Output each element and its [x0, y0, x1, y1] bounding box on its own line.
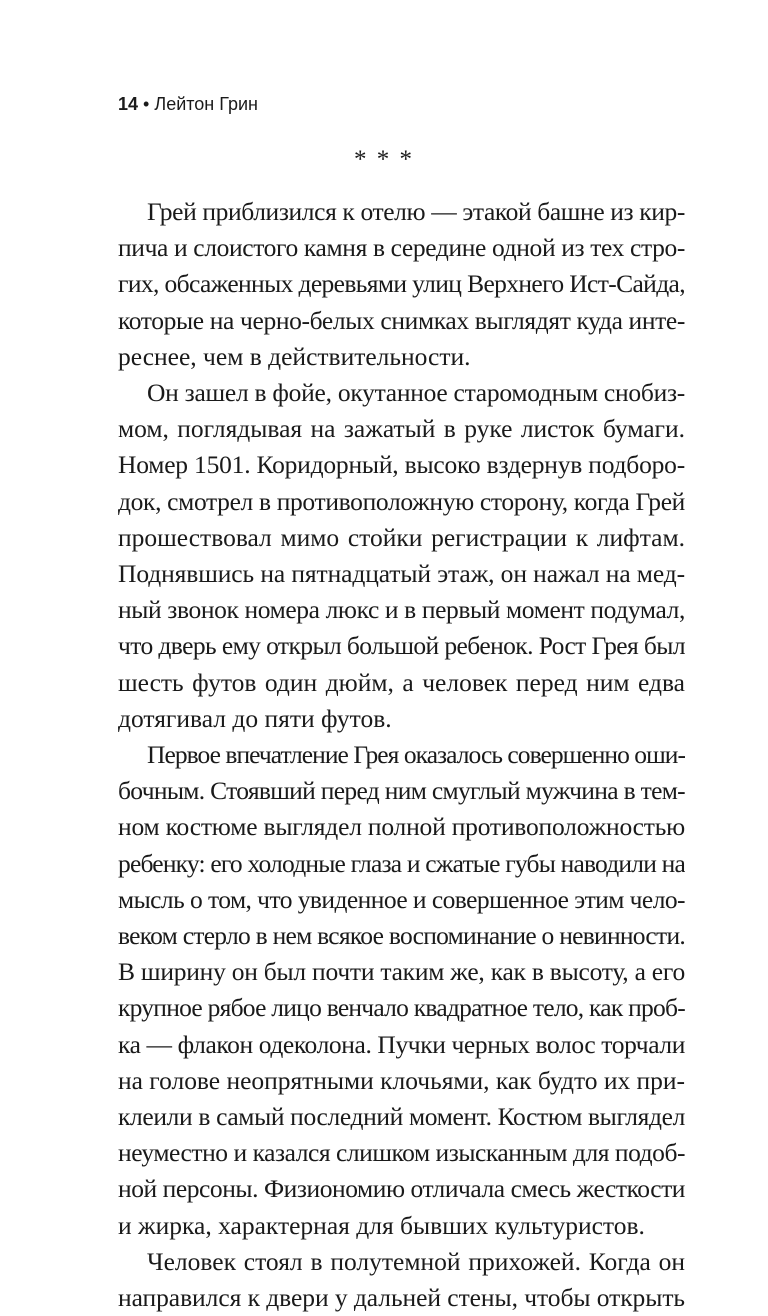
text-line: Номер 1501. Коридорный, высоко вздернув подборо- — [118, 450, 685, 480]
text-line: веком стерло в нем всякое воспоминание о невинности. — [118, 921, 685, 951]
text-line: и жирка, характерная для бывших культуристов. — [118, 1210, 645, 1240]
running-header — [118, 94, 258, 115]
text-line: крупное рябое лицо венчало квадратное тело, как проб- — [118, 993, 685, 1023]
text-line: пича и слоистого камня в середине одной из тех стро- — [118, 233, 685, 263]
text-line: что дверь ему открыл большой ребенок. Рост Грея был — [118, 631, 685, 661]
text-line: шесть футов один дюйм, а человек перед ним едва — [118, 667, 685, 697]
section-divider: * * * — [354, 146, 414, 173]
text-line: клеили в самый последний момент. Костюм выглядел — [118, 1102, 685, 1132]
text-line: направился к двери у дальней стены, чтобы открыть — [118, 1283, 685, 1313]
text-line: Он зашел в фойе, окутанное старомодным снобиз- — [147, 378, 685, 408]
text-line: Первое впечатление Грея оказалось совершенно оши- — [147, 740, 685, 770]
text-line: ный звонок номера люкс и в первый момент подумал, — [118, 595, 685, 625]
text-line: реснее, чем в действительности. — [118, 341, 471, 371]
page-number: 14 — [118, 94, 139, 114]
body-text — [118, 194, 685, 1316]
text-line: дотягивал до пяти футов. — [118, 703, 392, 733]
text-line: бочным. Стоявший перед ним смуглый мужчина в тем- — [118, 776, 685, 806]
text-line: неуместно и казался слишком изысканным для подоб- — [118, 1138, 685, 1168]
text-line: Грей приблизился к отелю — этакой башне из кир- — [147, 197, 685, 226]
text-line: мысль о том, что увиденное и совершенное этим чело- — [118, 884, 685, 914]
header-separator: • — [143, 94, 150, 114]
text-line: Поднявшись на пятнадцатый этаж, он нажал на мед- — [118, 559, 685, 589]
text-line: ном костюме выглядел полной противоположностью — [118, 812, 685, 842]
text-line: ной персоны. Физиономию отличала смесь жесткости — [118, 1174, 685, 1204]
text-line: которые на черно-белых снимках выглядят куда инте- — [118, 305, 685, 335]
text-line: Человек стоял в полутемной прихожей. Когда он — [147, 1246, 685, 1276]
text-line: мом, поглядывая на зажатый в руке листок бумаги. — [118, 414, 685, 444]
text-line: ребенку: его холодные глаза и сжатые губы наводили на — [118, 848, 685, 878]
header-author: Лейтон Грин — [154, 94, 258, 114]
text-line: гих, обсаженных деревьями улиц Верхнего Ист-Сайда, — [118, 269, 685, 299]
text-line: на голове неопрятными клочьями, как будто их при- — [118, 1065, 685, 1095]
text-line: прошествовал мимо стойки регистрации к лифтам. — [118, 522, 685, 552]
text-line: ка — флакон одеколона. Пучки черных волос торчали — [118, 1029, 685, 1059]
text-line: док, смотрел в противоположную сторону, когда Грей — [118, 486, 685, 516]
text-line: В ширину он был почти таким же, как в высоту, а его — [118, 957, 685, 987]
